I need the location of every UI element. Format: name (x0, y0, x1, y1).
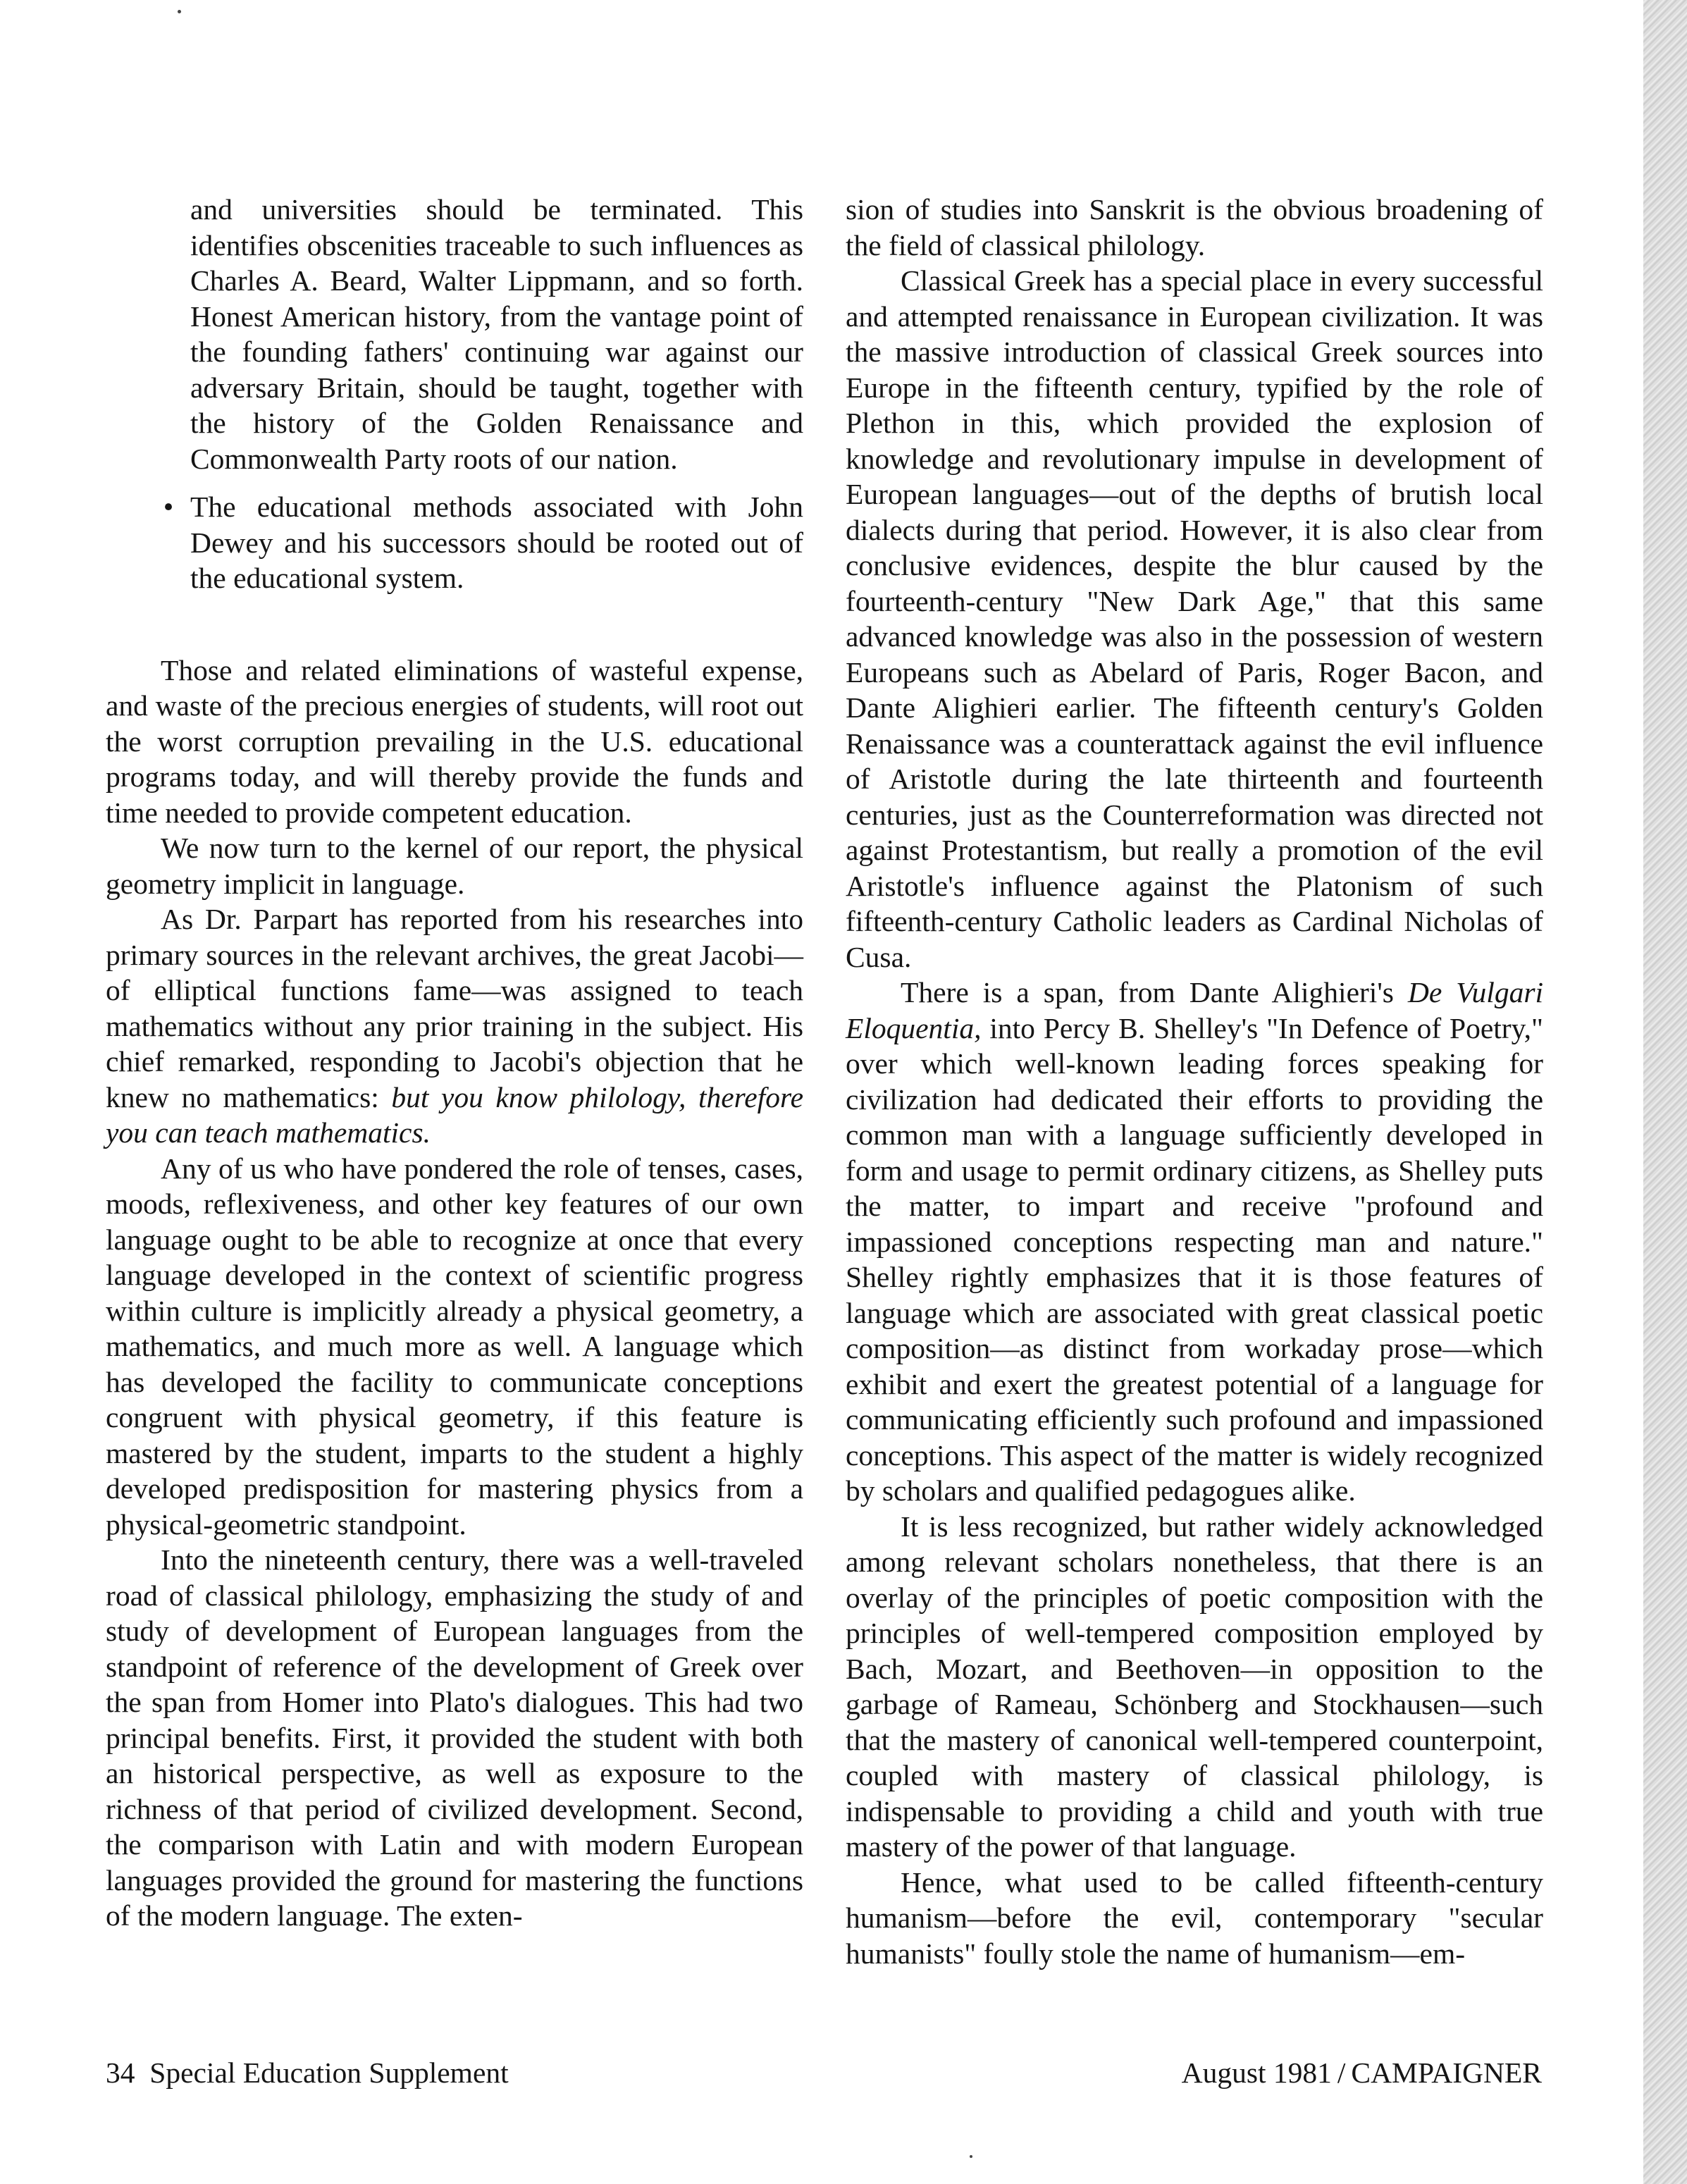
indented-list (163, 192, 803, 596)
paragraph: Those and related eliminations of wasteful expense, and waste of the precious energies of students, will root out the worst corruption prevailing in the U.S. educational programs today, and will thereby provide the funds and time needed to provide competent education. (106, 653, 803, 829)
bullet-text: The educational methods associated with John Dewey and his successors should be rooted out of the educational system. (190, 491, 803, 594)
paragraph-text: into Percy B. Shelley's "In Defence of Poetry," over which well-known leading forces speaking for civilization had dedicated their efforts to providing the common man with a language sufficiently developed in form and usage to permit ordinary citizens, as Shelley puts the matter, to impart and receive "profound and impassioned conceptions respecting man and nature." Shelley rightly emphasizes that it is those features of language which are associated with great classical poetic composition—as distinct from workaday prose—which exhibit and exert the greatest potential of a language for communicating efficiently such profound and impassioned conceptions. This aspect of the matter is widely recognized by scholars and qualified pedagogues alike. (846, 1011, 1543, 1507)
scan-speck (178, 10, 181, 13)
paragraph: sion of studies into Sanskrit is the obvious broadening of the field of classical philology. (846, 193, 1543, 261)
page-number: 34 (106, 2056, 135, 2089)
page-edge-shading (1643, 0, 1687, 2184)
paragraph-text: As Dr. Parpart has reported from his researches into primary sources in the relevant archives, the great Jacobi—of elliptical functions fame—was assigned to teach mathematics without any prior training in the subject. His chief remarked, responding to Jacobi's objection that he knew no mathematics: (106, 903, 803, 1113)
paragraph: Any of us who have pondered the role of tenses, cases, moods, reflexiveness, and other key features of our own language ought to be able to recognize at once that every language developed in the context of scientific progress within culture is implicitly already a physical geometry, a mathematics, and much more as well. A language which has developed the facility to communicate conceptions congruent with physical geometry, if this feature is mastered by the student, imparts to the student a highly developed predisposition for mastering physics from a physical-geometric standpoint. (106, 1152, 803, 1541)
paragraph: We now turn to the kernel of our report, the physical geometry implicit in language. (106, 832, 803, 900)
bullet-dot-icon: • (163, 491, 174, 523)
publication-name: CAMPAIGNER (1351, 2056, 1542, 2089)
left-column (106, 192, 803, 1934)
paragraph (846, 975, 1543, 1509)
footer-separator: / (1337, 2056, 1346, 2089)
issue-date: August 1981 (1181, 2056, 1332, 2089)
bullet-item (163, 489, 803, 596)
right-column (846, 192, 1543, 1971)
paragraph: Into the nineteenth century, there was a well-traveled road of classical philology, emphasizing the study of and study of development of European languages from the standpoint of reference of the development of Greek over the span from Homer into Plato's dialogues. This had two principal benefits. First, it provided the student with both an historical perspective, as well as exposure to the richness of that period of civilized development. Second, the comparison with Latin and with modern European languages provided the ground for mastering the functions of the modern language. The exten- (106, 1543, 803, 1932)
paragraph (106, 901, 803, 1151)
indented-paragraph: and universities should be terminated. This identifies obscenities traceable to such influences as Charles A. Beard, Walter Lippmann, and so forth. Honest American history, from the vantage point of the founding fathers' continuing war against our adversary Britain, should be taught, together with the history of the Golden Renaissance and Commonwealth Party roots of our nation. (190, 193, 803, 475)
paragraph: It is less recognized, but rather widely acknowledged among relevant scholars nonetheless, that there is an overlay of the principles of poetic composition with the principles of well-tempered composition employed by Bach, Mozart, and Beethoven—in opposition to the garbage of Rameau, Schönberg and Stockhausen—such that the mastery of canonical well-tempered counterpoint, coupled with mastery of classical philology, is indispensable to providing a child and youth with true mastery of the power of that language. (846, 1510, 1543, 1863)
section-title: Special Education Supplement (149, 2056, 509, 2089)
paragraph: Classical Greek has a special place in every successful and attempted renaissance in European civilization. It was the massive introduction of classical Greek sources into Europe in the fifteenth century, typified by the role of Plethon in this, which provided the explosion of knowledge and revolutionary impulse in development of European languages—out of the depths of brutish local dialects during that period. However, it is also clear from conclusive evidences, despite the blur caused by the fourteenth-century "New Dark Age," that this same advanced knowledge was also in the possession of western Europeans such as Abelard of Paris, Roger Bacon, and Dante Alighieri earlier. The fifteenth century's Golden Renaissance was a counterattack against the evil influence of Aristotle during the late thirteenth and fourteenth centuries, just as the Counterreformation was directed not against Protestantism, but really a promotion of the evil Aristotle's influence against the Platonism of such fifteenth-century Catholic leaders as Cardinal Nicholas of Cusa. (846, 264, 1543, 973)
section-gap (106, 596, 803, 653)
italic-quote: but you know philology, therefore you can teach mathematics. (106, 1080, 803, 1149)
scan-speck (970, 2155, 972, 2158)
paragraph: Hence, what used to be called fifteenth-century humanism—before the evil, contemporary "secular humanists" foully stole the name of humanism—em- (846, 1865, 1543, 1970)
page-footer-left (106, 2055, 509, 2090)
page-footer-right (1182, 2055, 1542, 2090)
paragraph-text: There is a span, from Dante Alighieri's (901, 976, 1408, 1008)
italic-title: De Vulgari Eloquentia, (846, 976, 1543, 1044)
